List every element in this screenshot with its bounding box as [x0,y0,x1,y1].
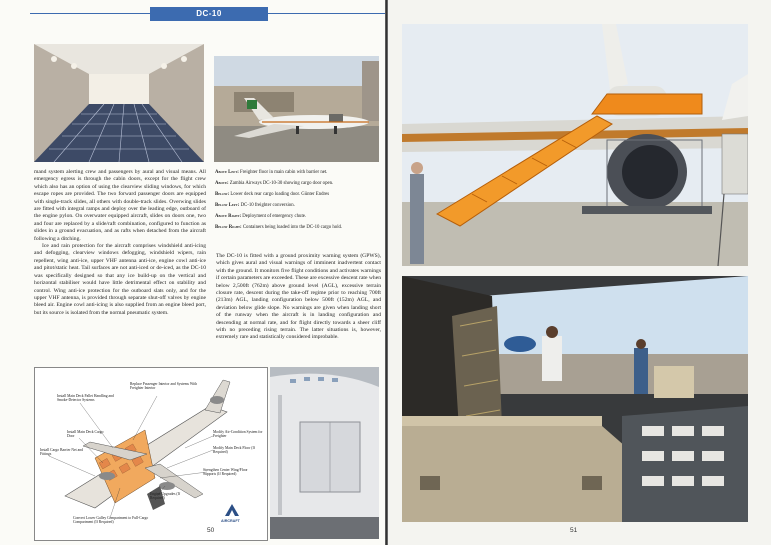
caption-text: Deployment of emergency chute. [241,214,307,219]
caption-item [215,214,377,220]
diagram-logo-text: AIRCRAFT [221,519,240,523]
caption-text: Containers being loaded into the DC-10 cargo hold. [241,225,343,230]
photo-freighter-floor [34,44,204,162]
page-number-left: 50 [207,527,215,534]
left-body-paragraph-1: mand system alerting crew and passengers by aural and visual means. All emergency egress is through the cabin doors, except for the flight crew which also has an option of using the clearview sliding windows, for which escape ropes are provided. The two forward passenger doors are equipped with single-track slides, all others with double-track slides. Overwing slides are fitted with integral ramps and deploy over the leading edge, outboard of the engine pylon. On overwater equipped aircraft, slides on doors one, two and four are replaced by a slide/raft combination, configured to function as slides in a ground evacuation, and as rafts when detached from the aircraft following a ditching. [34,169,206,242]
caption-lead: Above Right: [215,214,242,219]
caption-lead: Above: [215,181,229,186]
diagram-label: Install Cargo Barrier Net and Fittings [40,448,83,457]
diagram-label: Replace Passenger Interior and Systems With Freighter Interior [130,382,198,391]
caption-text: Freighter floor in main cabin with barrier net. [238,170,328,175]
caption-item [215,181,377,187]
diagram-label: Install Main Deck Pallet Handling and Smoke-Detector Systems [57,394,114,403]
caption-text: Lower deck rear cargo loading door. Günter Endres [229,192,330,197]
caption-item [215,203,377,209]
caption-lead: Above Left: [215,170,239,175]
photo-rear-cargo-door [270,367,379,539]
caption-lead: Below Right: [215,225,242,230]
caption-item [215,170,377,176]
photo-emergency-chute [402,24,748,266]
photo-captions [215,170,377,236]
diagram-label: Convert Lower Galley Compartment to Full-Cargo Compartment (If Required) [73,516,149,525]
right-page [388,0,771,545]
caption-lead: Below Left: [215,203,240,208]
diagram-label: Install Main Deck Cargo Door [67,430,104,439]
left-body-text [34,169,206,317]
freighter-conversion-diagram [34,367,268,541]
caption-text: Zambia Airways DC-10-30 showing cargo door open. [228,181,334,186]
caption-item [215,192,377,198]
page-header-title: DC-10 [150,7,268,21]
gpws-body-text [216,253,381,342]
page-number-right: 51 [570,527,578,534]
left-body-paragraph-2: Ice and rain protection for the aircraft comprises windshield anti-icing and defogging, clearview windows defogging, windshield wipers, rain repellent, wing anti-ice, upper VHF antenna anti-ice, engine cowl anti-ice and pitot/static heat. Tail surfaces are not anti-iced or de-iced, as the DC-10 was specifically designed so that any ice build-up on the vertical and horizontal stabiliser would have little detrimental effect on stability and control. Wing anti-ice protection for the outboard slats only, and for the upper VHF antenna, is provided through separate shut-off valves by engine bleed air. Engine cowl anti-icing is also supplied from an engine bleed port, but its source is isolated from the normal pneumatic system. [34,243,206,316]
photo-zambia-dc10 [214,56,379,162]
diagram-label: Modify Air-Condition System for Freighter [213,430,263,439]
caption-text: DC-10 freighter conversion. [239,203,295,208]
caption-item [215,225,377,231]
gpws-paragraph: The DC-10 is fitted with a ground proximity warning system (GPWS), which gives aural and visual warnings of imminent inadvertent contact with the ground. It monitors five flight conditions and activates warnings if certain parameters are exceeded. These are excessive descent rate when below 2,500ft (762m) above ground level (AGL), excessive terrain closure rate, descent during the take-off regime prior to reaching 700ft (213m) AGL, landing configuration below 500ft (152m) AGL, and deviation below glide slope. No warnings are given when landing short of the runway when the aircraft is in landing configuration and descending at normal rate, and for flight directly towards a sheer cliff with no preceding rising terrain. The latter situations is, however, extremely rare and statistically considered improbable. [216,253,381,341]
diagram-label: Engine Upgrades (If Required) [150,492,181,501]
diagram-label: Strengthen Center Wing/Floor Supports (If Required) [203,468,248,477]
caption-lead: Below: [215,192,230,197]
photo-containers-loading [402,276,748,522]
diagram-label: Modify Main Deck Floor (If Required) [213,446,255,455]
